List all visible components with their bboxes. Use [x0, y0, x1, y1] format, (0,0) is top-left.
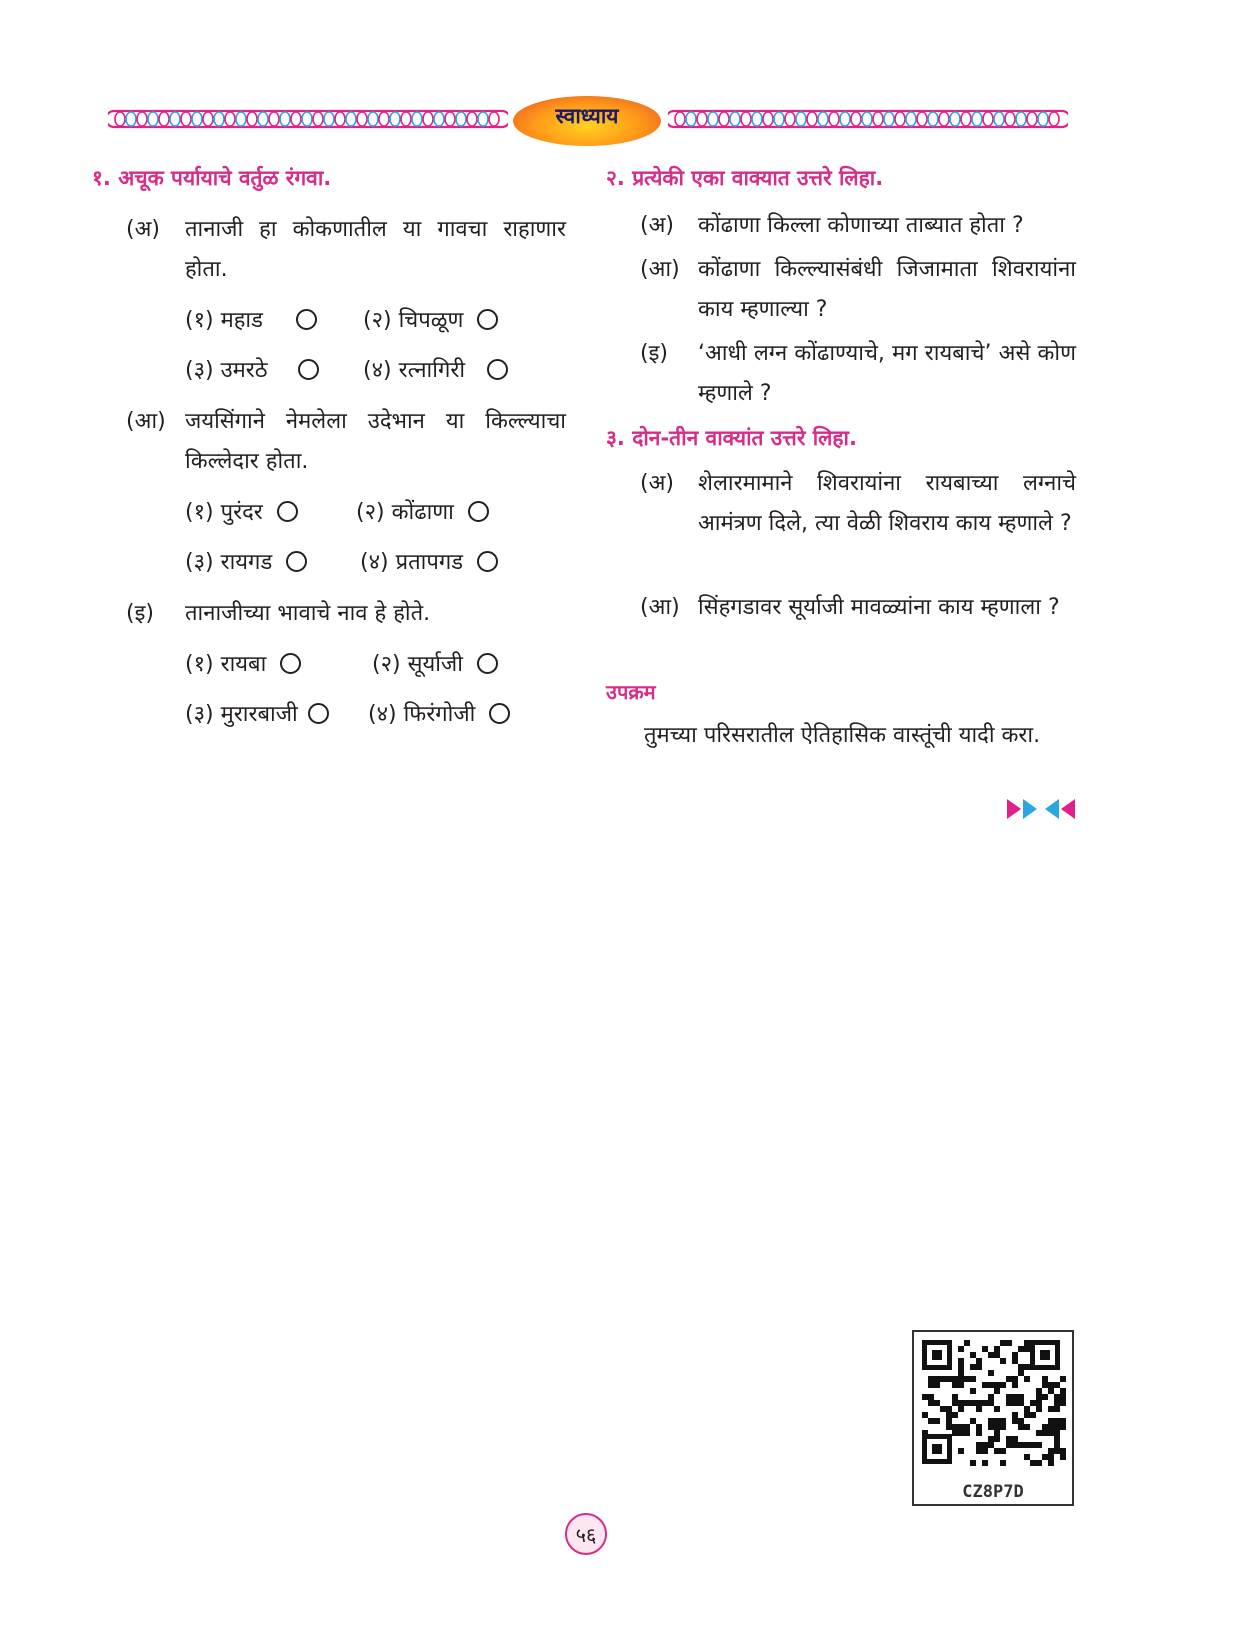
option-1a-1[interactable] — [185, 304, 317, 334]
option-label: (१) महाड — [185, 308, 263, 333]
radio-circle[interactable] — [298, 359, 319, 380]
option-label: (१) रायबा — [185, 652, 267, 677]
option-label: (३) मुरारबाजी — [185, 702, 298, 727]
page-number-text: ५६ — [575, 1522, 597, 1547]
title-badge — [513, 96, 661, 146]
question-label: (अ) — [640, 471, 674, 496]
option-1a-2[interactable] — [363, 304, 498, 334]
question-1a — [126, 210, 566, 290]
radio-circle[interactable] — [477, 309, 498, 330]
option-1c-4[interactable] — [368, 698, 510, 728]
question-label: (आ) — [640, 257, 680, 282]
option-1c-3[interactable] — [185, 698, 329, 728]
radio-circle[interactable] — [280, 653, 301, 674]
question-text: सिंहगडावर सूर्याजी मावळ्यांना काय म्हणाला ? — [698, 595, 1060, 620]
option-1c-1[interactable] — [185, 648, 301, 678]
question-3b — [640, 588, 1076, 668]
section-end-ornament-icon — [1007, 796, 1077, 822]
question-label: (इ) — [126, 601, 154, 626]
banner-title: स्वाध्याय — [555, 104, 619, 128]
question-2b — [640, 250, 1076, 330]
option-1a-4[interactable] — [363, 354, 508, 384]
option-label: (४) फिरंगोजी — [368, 702, 476, 727]
option-1c-2[interactable] — [372, 648, 498, 678]
section1-heading: १. अचूक पर्यायाचे वर्तुळ रंगवा. — [92, 166, 332, 190]
option-label: (४) रत्नागिरी — [363, 358, 466, 383]
radio-circle[interactable] — [477, 653, 498, 674]
option-label: (२) चिपळूण — [363, 308, 464, 333]
page-number — [565, 1513, 607, 1555]
option-1b-3[interactable] — [185, 546, 307, 576]
qr-code[interactable] — [912, 1330, 1074, 1506]
question-text: कोंढाणा किल्ला कोणाच्या ताब्यात होता ? — [698, 213, 1024, 238]
decorative-chain-left — [108, 109, 508, 129]
question-text: ‘आधी लग्न कोंढाण्याचे, मग रायबाचे’ असे कोण म्हणाले ? — [698, 341, 1076, 406]
question-text: शेलारमामाने शिवरायांना रायबाच्या लग्नाचे आमंत्रण दिले, त्या वेळी शिवराय काय म्हणाले ? — [698, 471, 1076, 536]
question-1c — [126, 594, 566, 634]
activity-text: तुमच्या परिसरातील ऐतिहासिक वास्तूंची यादी करा. — [644, 723, 1041, 748]
radio-circle[interactable] — [296, 309, 317, 330]
radio-circle[interactable] — [468, 501, 489, 522]
radio-circle[interactable] — [477, 551, 498, 572]
section3-heading: ३. दोन-तीन वाक्यांत उत्तरे लिहा. — [606, 426, 857, 450]
question-label: (इ) — [640, 341, 668, 366]
question-label: (अ) — [126, 217, 160, 242]
option-1b-1[interactable] — [185, 496, 298, 526]
question-text: कोंढाणा किल्ल्यासंबंधी जिजामाता शिवरायांना काय म्हणाल्या ? — [698, 257, 1076, 322]
option-1b-2[interactable] — [356, 496, 489, 526]
question-text: तानाजी हा कोकणातील या गावचा राहाणार होता. — [185, 217, 566, 282]
decorative-chain-right — [668, 109, 1068, 129]
question-1b — [126, 402, 566, 482]
radio-circle[interactable] — [489, 703, 510, 724]
question-2a — [640, 206, 1076, 246]
option-1b-4[interactable] — [360, 546, 498, 576]
option-label: (२) कोंढाणा — [356, 500, 454, 525]
section2-heading: २. प्रत्येकी एका वाक्यात उत्तरे लिहा. — [606, 166, 884, 190]
question-label: (आ) — [126, 409, 166, 434]
qr-caption: CZ8P7D — [962, 1482, 1024, 1502]
radio-circle[interactable] — [286, 551, 307, 572]
radio-circle[interactable] — [308, 703, 329, 724]
question-label: (आ) — [640, 595, 680, 620]
option-label: (३) रायगड — [185, 550, 273, 575]
option-label: (३) उमरठे — [185, 358, 268, 383]
question-label: (अ) — [640, 213, 674, 238]
qr-pattern-icon — [914, 1332, 1068, 1472]
option-label: (४) प्रतापगड — [360, 550, 464, 575]
question-3a — [640, 464, 1076, 584]
question-2c — [640, 334, 1076, 414]
question-text: जयसिंगाने नेमलेला उदेभान या किल्ल्याचा किल्लेदार होता. — [185, 409, 566, 474]
radio-circle[interactable] — [487, 359, 508, 380]
option-label: (१) पुरंदर — [185, 500, 263, 525]
radio-circle[interactable] — [277, 501, 298, 522]
activity-heading: उपक्रम — [606, 680, 656, 704]
option-1a-3[interactable] — [185, 354, 319, 384]
header-banner — [108, 92, 1068, 148]
option-label: (२) सूर्याजी — [372, 652, 463, 677]
question-text: तानाजीच्या भावाचे नाव हे होते. — [185, 601, 431, 626]
